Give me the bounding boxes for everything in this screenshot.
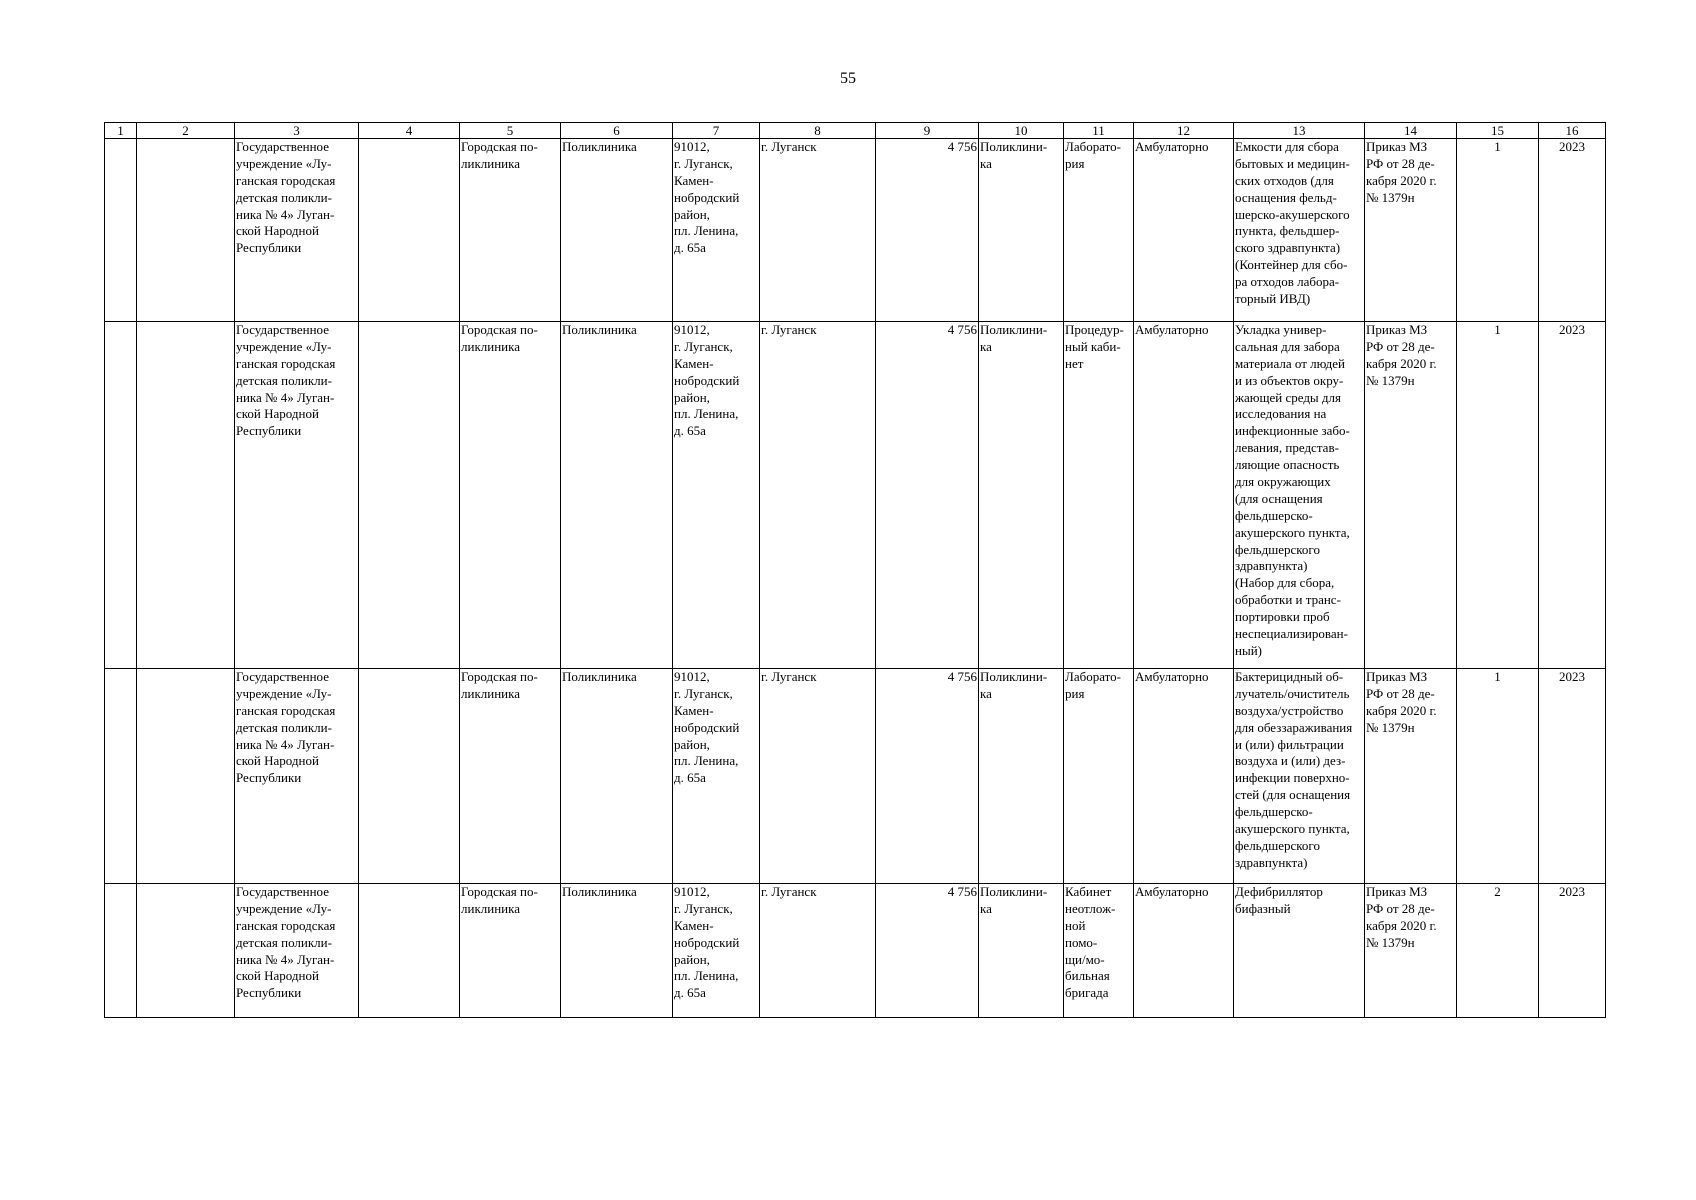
table-row [105, 322, 1606, 669]
column-header: 4 [359, 123, 460, 139]
cell-care-form: Амбулаторно [1134, 139, 1234, 322]
cell-order: Приказ МЗ РФ от 28 де- кабря 2020 г. № 1379н [1365, 669, 1457, 884]
table-row [105, 884, 1606, 1018]
cell-address: 91012, г. Луганск, Камен- нобродский район, пл. Ленина, д. 65а [673, 322, 760, 669]
cell-code [137, 884, 235, 1018]
cell-institution-type: Городская по- ликлиника [460, 669, 561, 884]
column-header: 16 [1539, 123, 1606, 139]
cell-code [137, 139, 235, 322]
cell-year: 2023 [1539, 322, 1606, 669]
cell-row-number [105, 322, 137, 669]
cell-col4 [359, 669, 460, 884]
cell-room: Процедур- ный каби- нет [1064, 322, 1134, 669]
cell-quantity: 1 [1457, 669, 1539, 884]
cell-order: Приказ МЗ РФ от 28 де- кабря 2020 г. № 1379н [1365, 322, 1457, 669]
cell-unit: Поликлини- ка [979, 139, 1064, 322]
cell-year: 2023 [1539, 884, 1606, 1018]
cell-care-form: Амбулаторно [1134, 669, 1234, 884]
cell-city: г. Луганск [760, 884, 876, 1018]
cell-institution: Государственное учреждение «Лу- ганская городская детская поликли- ника № 4» Луган- ской Народной Республики [235, 139, 359, 322]
cell-order: Приказ МЗ РФ от 28 де- кабря 2020 г. № 1379н [1365, 139, 1457, 322]
cell-care-form: Амбулаторно [1134, 884, 1234, 1018]
column-header: 10 [979, 123, 1064, 139]
cell-institution-type: Городская по- ликлиника [460, 139, 561, 322]
cell-row-number [105, 669, 137, 884]
cell-equipment: Емкости для сбора бытовых и медицин- ских отходов (для оснащения фельд- шерско-акушерского пункта, фельдшер- ского здравпункта) (Контейнер для сбо- ра отходов лабора- торный ИВД) [1234, 139, 1365, 322]
cell-city: г. Луганск [760, 322, 876, 669]
cell-institution: Государственное учреждение «Лу- ганская городская детская поликли- ника № 4» Луган- ской Народной Республики [235, 669, 359, 884]
cell-col4 [359, 884, 460, 1018]
cell-unit: Поликлини- ка [979, 884, 1064, 1018]
cell-equipment: Бактерицидный об- лучатель/очиститель воздуха/устройство для обеззараживания и (или) фильтрации воздуха и (или) дез- инфекции поверхно- стей (для оснащения фельдшерско- акушерского пункта, фельдшерского здравпункта) [1234, 669, 1365, 884]
column-header: 2 [137, 123, 235, 139]
cell-division-type: Поликлиника [561, 669, 673, 884]
cell-address: 91012, г. Луганск, Камен- нобродский район, пл. Ленина, д. 65а [673, 139, 760, 322]
cell-order: Приказ МЗ РФ от 28 де- кабря 2020 г. № 1379н [1365, 884, 1457, 1018]
column-header: 7 [673, 123, 760, 139]
cell-room: Лаборато- рия [1064, 669, 1134, 884]
cell-quantity: 1 [1457, 322, 1539, 669]
column-header: 5 [460, 123, 561, 139]
cell-code [137, 669, 235, 884]
cell-division-type: Поликлиника [561, 884, 673, 1018]
cell-population: 4 756 [876, 139, 979, 322]
cell-care-form: Амбулаторно [1134, 322, 1234, 669]
column-header: 3 [235, 123, 359, 139]
cell-institution-type: Городская по- ликлиника [460, 322, 561, 669]
cell-institution: Государственное учреждение «Лу- ганская городская детская поликли- ника № 4» Луган- ской Народной Республики [235, 322, 359, 669]
cell-address: 91012, г. Луганск, Камен- нобродский район, пл. Ленина, д. 65а [673, 884, 760, 1018]
cell-population: 4 756 [876, 322, 979, 669]
cell-col4 [359, 139, 460, 322]
cell-unit: Поликлини- ка [979, 322, 1064, 669]
column-header: 11 [1064, 123, 1134, 139]
cell-institution-type: Городская по- ликлиника [460, 884, 561, 1018]
cell-year: 2023 [1539, 669, 1606, 884]
cell-row-number [105, 884, 137, 1018]
page-number: 55 [840, 70, 856, 87]
cell-equipment: Укладка универ- сальная для забора материала от людей и из объектов окру- жающей среды для исследования на инфекционные забо- левания, представ- ляющие опасность для окружающих (для оснащения фельдшерско- акушерского пункта, фельдшерского здравпункта) (Набор для сбора, обработки и транс- портировки проб неспециализирован- ный) [1234, 322, 1365, 669]
cell-room: Лаборато- рия [1064, 139, 1134, 322]
cell-city: г. Луганск [760, 139, 876, 322]
column-header: 14 [1365, 123, 1457, 139]
cell-quantity: 1 [1457, 139, 1539, 322]
column-header: 9 [876, 123, 979, 139]
cell-quantity: 2 [1457, 884, 1539, 1018]
cell-room: Кабинет неотлож- ной помо- щи/мо- бильная бригада [1064, 884, 1134, 1018]
cell-unit: Поликлини- ка [979, 669, 1064, 884]
cell-code [137, 322, 235, 669]
cell-institution: Государственное учреждение «Лу- ганская городская детская поликли- ника № 4» Луган- ской Народной Республики [235, 884, 359, 1018]
cell-city: г. Луганск [760, 669, 876, 884]
cell-division-type: Поликлиника [561, 322, 673, 669]
column-number-row [105, 123, 1606, 139]
column-header: 15 [1457, 123, 1539, 139]
equipment-table [104, 122, 1606, 1018]
cell-equipment: Дефибриллятор бифазный [1234, 884, 1365, 1018]
cell-division-type: Поликлиника [561, 139, 673, 322]
cell-row-number [105, 139, 137, 322]
column-header: 12 [1134, 123, 1234, 139]
cell-population: 4 756 [876, 669, 979, 884]
cell-address: 91012, г. Луганск, Камен- нобродский район, пл. Ленина, д. 65а [673, 669, 760, 884]
cell-year: 2023 [1539, 139, 1606, 322]
cell-population: 4 756 [876, 884, 979, 1018]
column-header: 8 [760, 123, 876, 139]
cell-col4 [359, 322, 460, 669]
column-header: 1 [105, 123, 137, 139]
column-header: 6 [561, 123, 673, 139]
column-header: 13 [1234, 123, 1365, 139]
table-row [105, 139, 1606, 322]
table-row [105, 669, 1606, 884]
